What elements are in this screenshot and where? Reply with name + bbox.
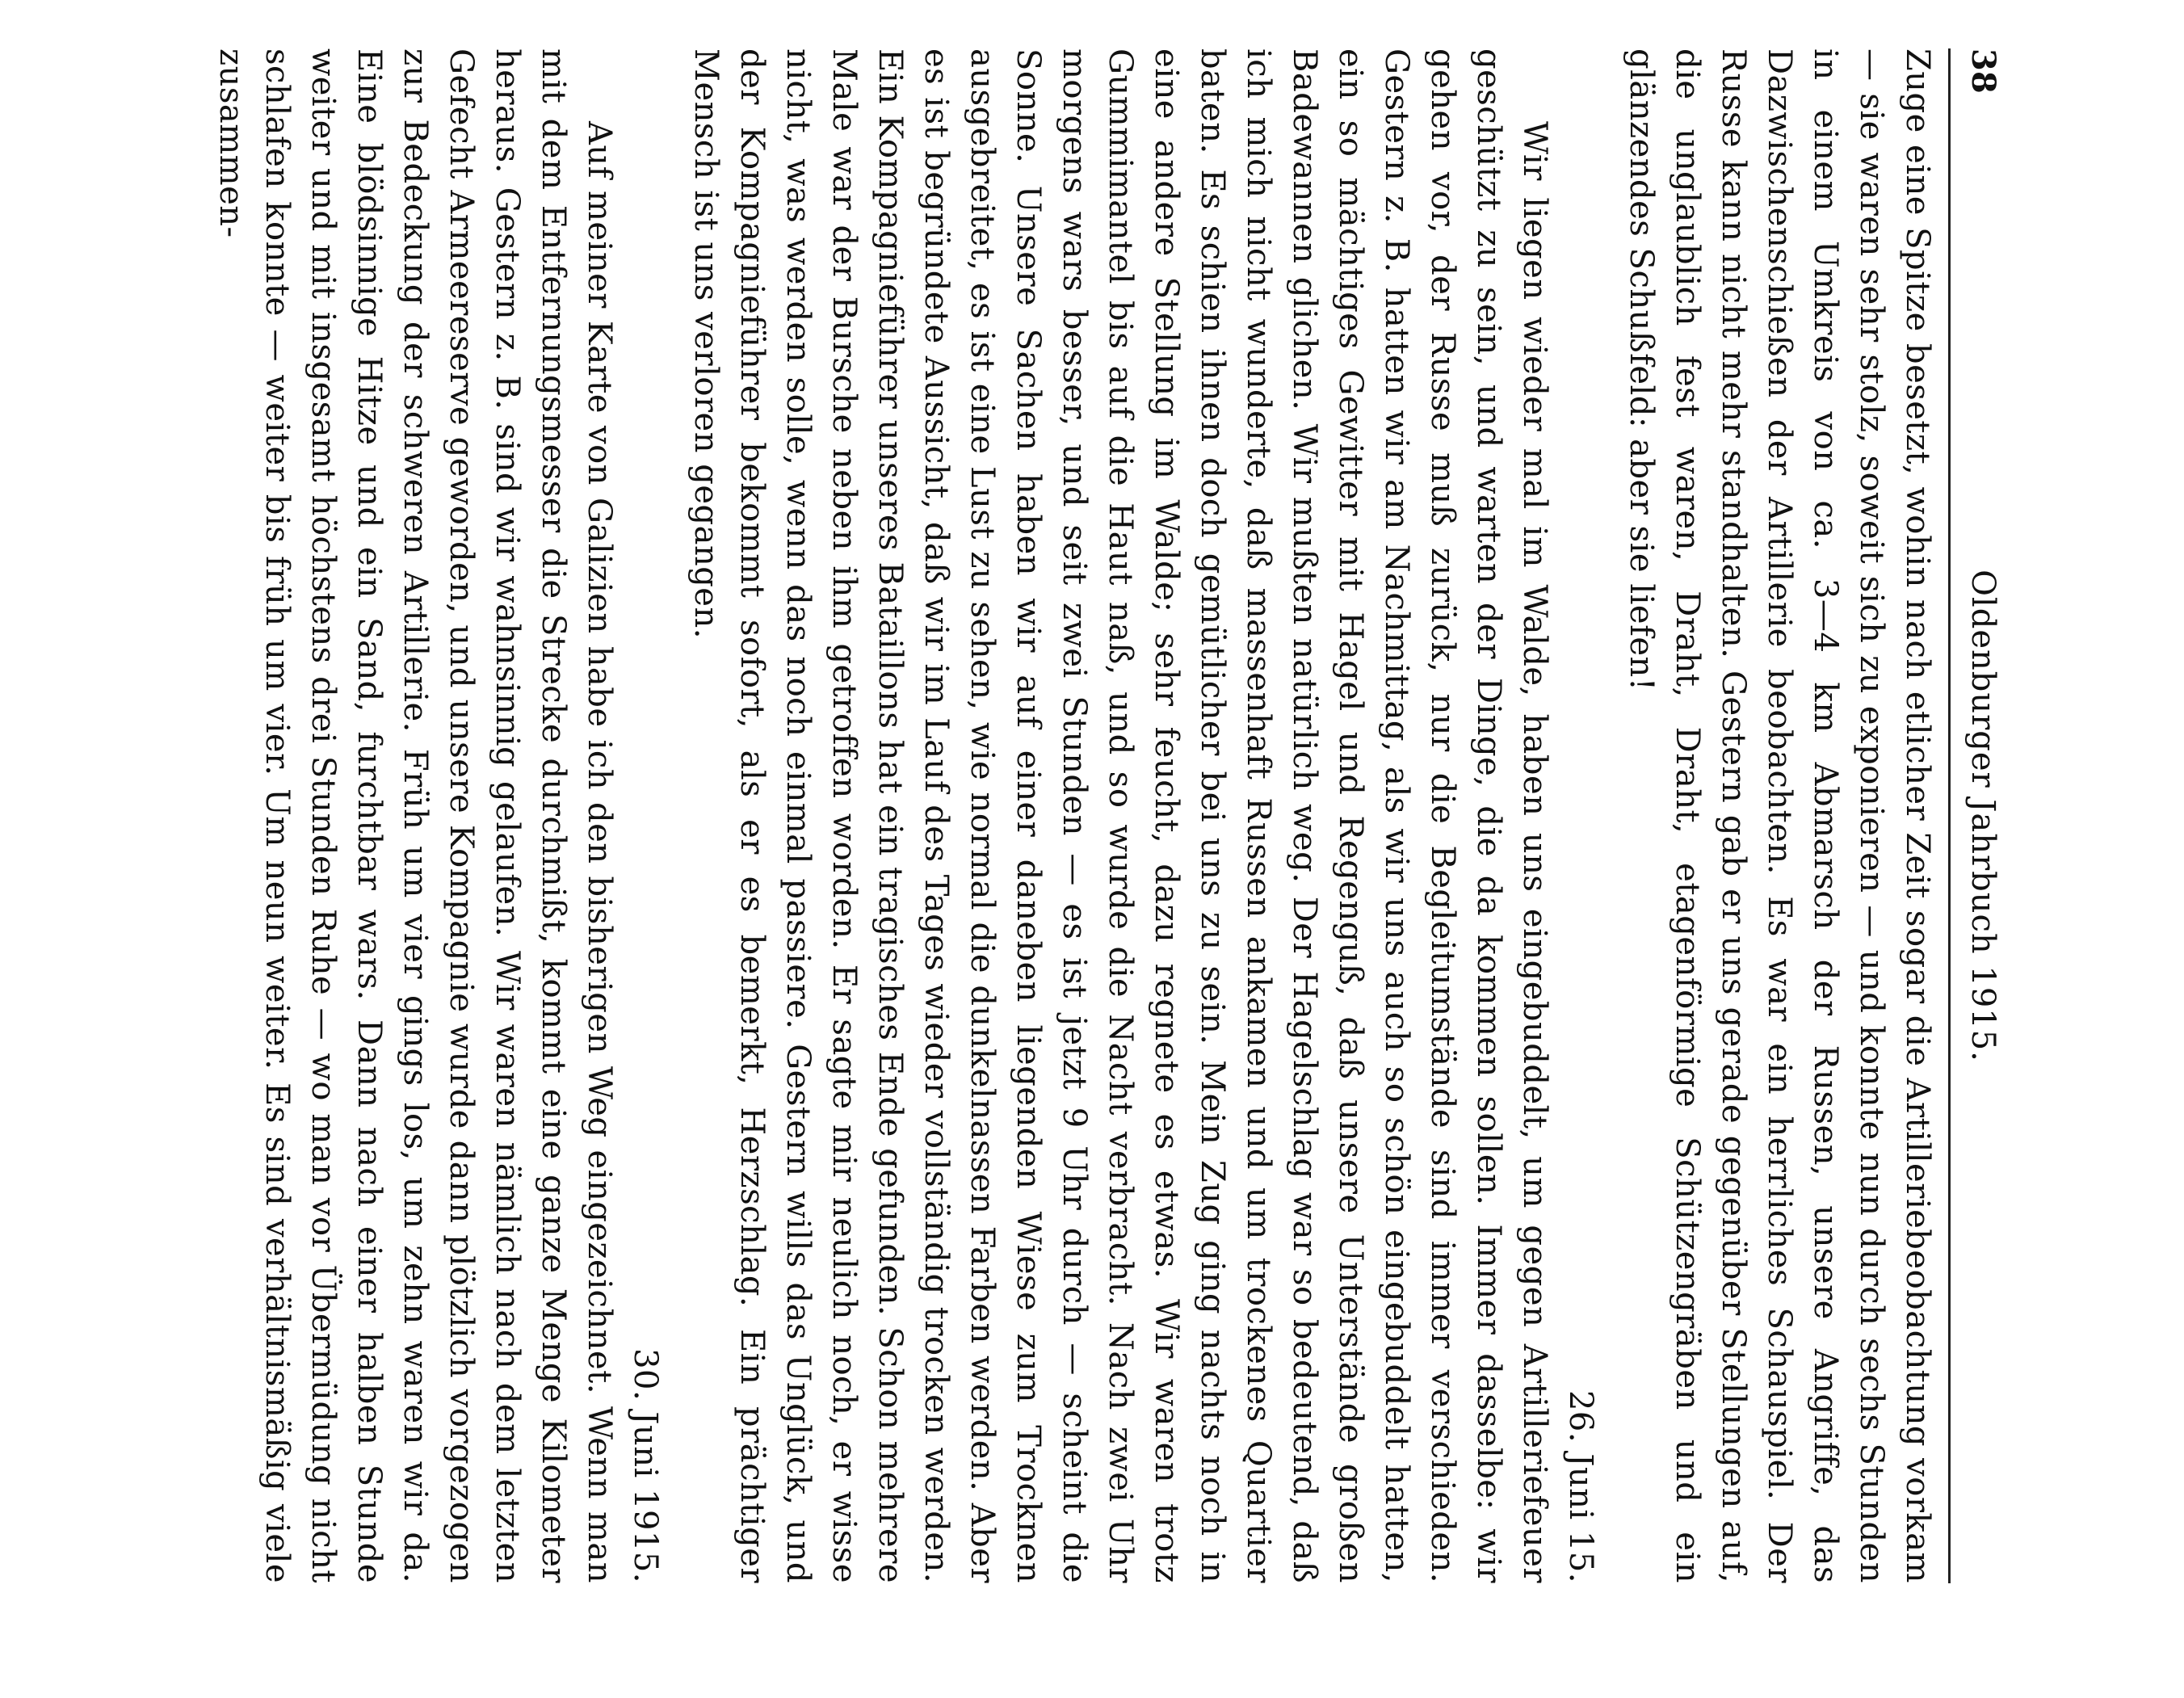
entry-date-1: 26. Juni 15. <box>1562 1389 1599 1583</box>
page-number: 38 <box>1964 48 2002 94</box>
paragraph-1: Zuge eine Spitze besetzt, wohin nach etlicher Zeit sogar die Artilleriebeobachtung vorkam — sie waren sehr stolz, soweit sich zu exponieren — und konnte nun durch sechs Stunden in einem Umkreis von ca. 3—4 km Abmarsch der Russen, unsere Angriffe, das Dazwischenschießen der Artillerie beobachten. Es war ein herrliches Schauspiel. Der Russe kann nicht mehr standhalten. Gestern gab er uns gerade gegenüber Stellungen auf, die unglaublich fest waren, Draht, Draht, etagenförmige Schützengräben und ein glänzendes Schußfeld: aber sie liefen! <box>1623 48 1936 1583</box>
rotated-page-content <box>125 48 2007 1583</box>
running-title: Oldenburger Jahrbuch 1915. <box>1964 570 2001 1062</box>
page-body <box>208 48 1940 1583</box>
entry-date-2: 30. Juni 1915. <box>627 1348 664 1583</box>
paragraph-2: Wir liegen wieder mal im Walde, haben uns eingebuddelt, um gegen Artilleriefeuer geschützt zu sein, und warten der Dinge, die da kommen sollen. Immer dasselbe: wir gehen vor, der Russe muß zurück, nur die Begleitumstände sind immer verschieden. Gestern z. B. hatten wir am Nachmittag, als wir uns auch so schön eingebuddelt hatten, ein so mächtiges Gewitter mit Hagel und Regenguß, daß unsere Unterstände großen Badewannen glichen. Wir mußten natürlich weg. Der Hagelschlag war so bedeutend, daß ich mich nicht wunderte, daß massenhaft Russen ankamen und um trockenes Quartier baten. Es schien ihnen doch gemütlicher bei uns zu sein. Mein Zug ging nachts noch in eine andere Stellung im Walde; sehr feucht, dazu regnete es etwas. Wir waren trotz Gummimantel bis auf die Haut naß, und so wurde die Nacht verbracht. Nach zwei Uhr morgens wars besser, und seit zwei Stunden — es ist jetzt 9 Uhr durch — scheint die Sonne. Unsere Sachen haben wir auf einer daneben liegenden Wiese zum Trocknen ausgebreitet, es ist eine Lust zu sehen, wie normal die dunkelnassen Farben werden. Aber es ist begründete Aussicht, daß wir im Lauf des Tages wieder vollständig trocken werden. Ein Kompagnieführer unseres Bataillons hat ein tragisches Ende gefunden. Schon mehrere Male war der Bursche neben ihm getroffen worden. Er sagte mir neulich noch, er wisse nicht, was werden solle, wenn das noch einmal passiere. Gestern wills das Unglück, und der Kompagnieführer bekommt sofort, als er es bemerkt, Herzschlag. Ein prächtiger Mensch ist uns verloren gegangen. <box>687 48 1553 1583</box>
paragraph-3: Auf meiner Karte von Galizien habe ich den bisherigen Weg eingezeichnet. Wenn man mit dem Entfernungsmesser die Strecke durchmißt, kommt eine ganze Menge Kilometer heraus. Gestern z. B. sind wir wahnsinnig gelaufen. Wir waren nämlich nach dem letzten Gefecht Armeereserve geworden, und unsere Kompagnie wurde dann plötzlich vorgezogen zur Bedeckung der schweren Artillerie. Früh um vier gings los, um zehn waren wir da. Eine blödsinnige Hitze und ein Sand, furchtbar wars. Dann nach einer halben Stunde weiter und mit insgesamt höchstens drei Stunden Ruhe — wo man vor Übermüdung nicht schlafen konnte — weiter bis früh um vier. Um neun weiter. Es sind verhältnismäßig viele zusammen- <box>212 48 618 1583</box>
page-header <box>1948 48 2007 1583</box>
